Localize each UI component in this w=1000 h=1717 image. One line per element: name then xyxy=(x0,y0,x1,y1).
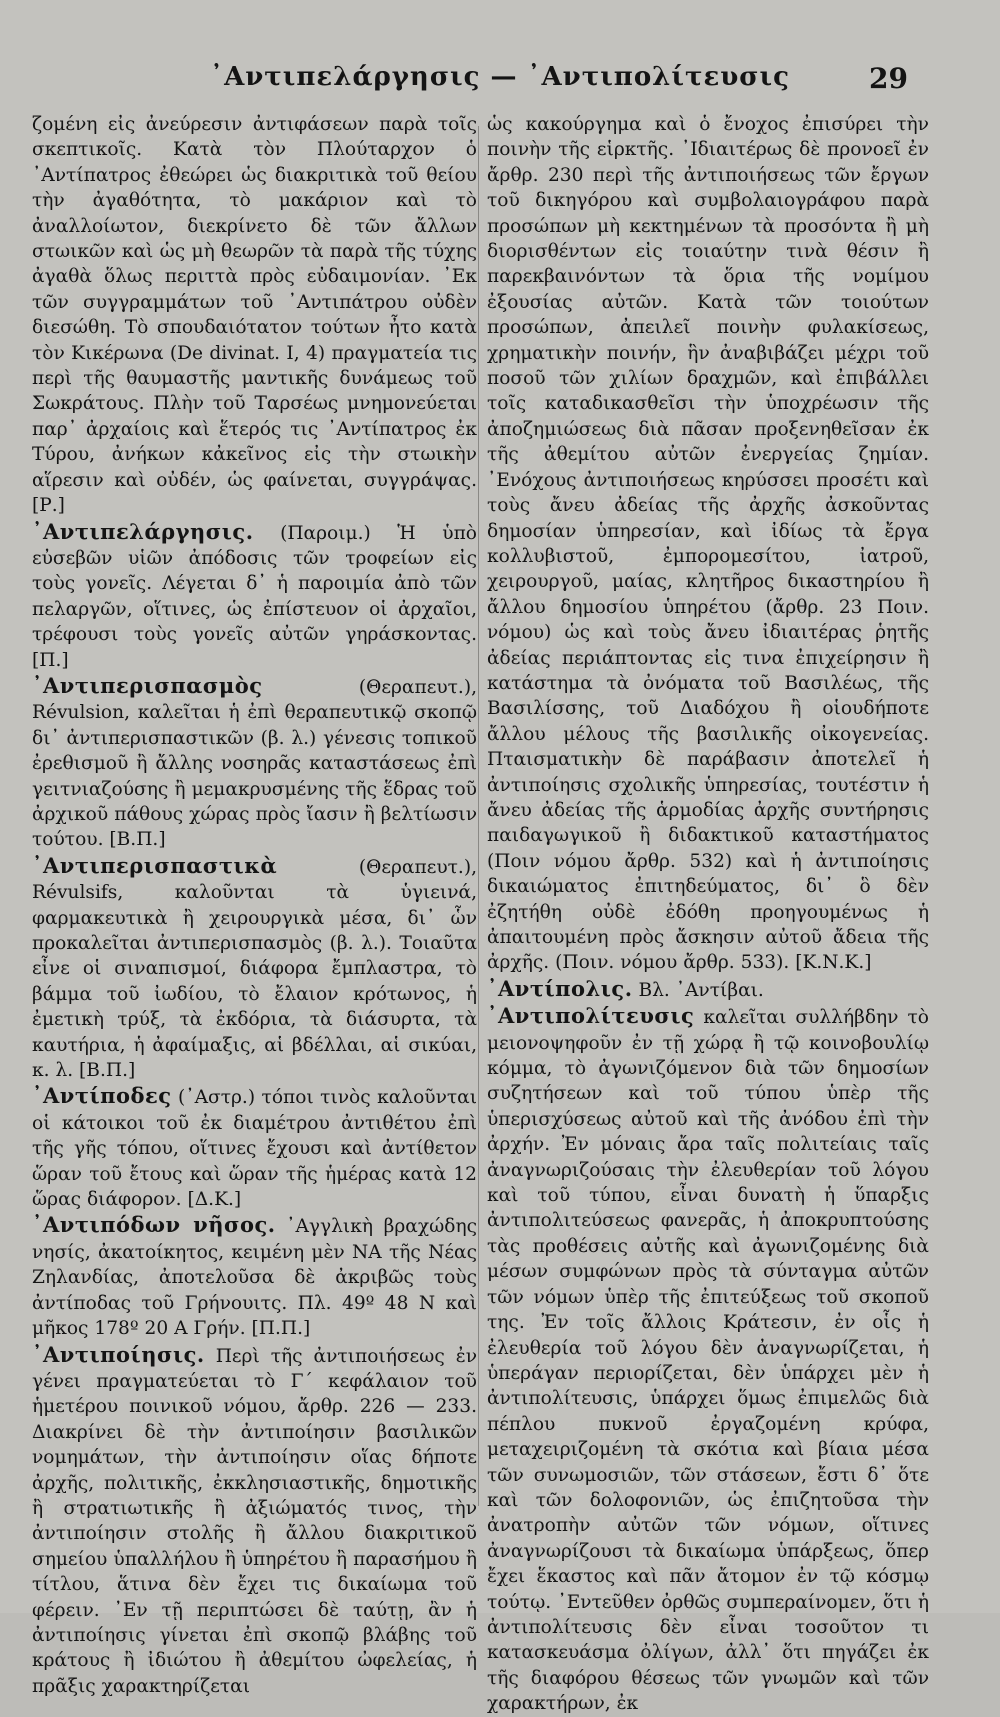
entry-text: (Θεραπευτ.), Révulsifs, καλοῦνται τὰ ὑγιεινά, φαρμακευτικὰ ἢ χειρουργικὰ μέσα, δι᾿ ὧν προκαλεῖται ἀντιπερισπασμὸς (β. λ.). Τοιαῦτα εἶνε οἱ σιναπισμοί, διάφορα ἔμπλαστρα, τὸ βάμμα τοῦ ἰωδίου, τὸ ἔλαιον κρότωνος, ἡ ἐμετικὴ τρύξ, τὰ ἐκδόρια, τὰ διάσυρτα, τὰ καυτήρια, ἡ ἀφαίμαξις, αἱ βδέλλαι, αἱ σικύαι, κ. λ. [Β.Π.] xyxy=(32,856,477,1082)
page-number: 29 xyxy=(869,62,908,95)
column-divider xyxy=(478,126,479,1506)
entry-text: καλεῖται συλλήβδην τὸ μειονοψηφοῦν ἐν τῇ χώρᾳ ἢ τῷ κοινοβουλίῳ κόμμα, τὸ ἀγωνιζόμενον διὰ τῶν δημοσίων συζητήσεων καὶ τοῦ τύπου ὑπὲρ τῆς ὑπερισχύσεως αὐτοῦ καὶ τῆς ἀνόδου ἐπὶ τὴν ἀρχήν. Ἐν μόναις ἄρα ταῖς πολιτείαις ταῖς ἀναγνωριζούσαις τὴν ἐλευθερίαν τοῦ λόγου καὶ τοῦ τύπου, εἶναι δυνατὴ ἡ ὕπαρξις ἀντιπολιτεύσεως φανερᾶς, ἡ ἀποκρυπτούσης τὰς προθέσεις αὐτῆς καὶ ἀγωνιζομένης διὰ μέσων συμφώνων πρὸς τὰ σύνταγμα αὐτῶν τῶν νόμων ὑπὲρ τῆς ἐπιτεύξεως τοῦ σκοποῦ της. Ἐν τοῖς ἄλλοις Κράτεσιν, ἐν οἷς ἡ ἐλευθερία τοῦ λόγου δὲν ἀναγνωρίζεται, ἡ ὑπεράγαν περιορίζεται, δὲν ὑπάρχει μὲν ἡ ἀντιπολίτευσις, ὑπάρχει ὅμως ἐπιμελῶς διὰ πέπλου πυκνοῦ ἐργαζομένη κρύφα, μεταχειριζομένη τὰ σκότια καὶ βίαια μέσα τῶν συνωμοσιῶν, τῶν στάσεων, ἔστι δ᾿ ὅτε καὶ τῶν δολοφονιῶν, ὡς ἐπιζητοῦσα τὴν ἀνατροπὴν αὐτῶν τῶν νόμων, οἵτινες ἀναγνωρίζουσι τὰ δικαίωμα ὑπάρξεως, ὅπερ ἔχει ἕκαστος καὶ πᾶν ἄτομον ἐν τῷ κόσμῳ τούτῳ. ᾿Εντεῦθεν ὀρθῶς συμπεραίνομεν, ὅτι ἡ ἀντιπολίτευσις δὲν εἶναι τοσοῦτον τι κατασκευάσμα ὀλίγων, ἀλλ᾿ ὅτι πηγάζει ἐκ τῆς διαφόρου θέσεως τῶν γνωμῶν καὶ τῶν χαρακτήρων, ἐκ xyxy=(487,1007,929,1715)
entry-text: Βλ. ᾿Αντίβαι. xyxy=(632,979,764,1001)
headword: ᾿Αντιπόδων νῆσος. xyxy=(32,1212,276,1238)
headword: ᾿Αντίποδες xyxy=(32,1083,172,1109)
entry-antipoliteusis xyxy=(487,1003,929,1716)
left-column xyxy=(32,112,477,1699)
headword: ᾿Αντιπελάργησις. xyxy=(32,518,254,544)
entry-antiperispasmos xyxy=(32,673,477,853)
entry-text: (Παροιμ.) Ἡ ὑπὸ εὐσεβῶν υἱῶν ἀπόδοσις τῶν τροφείων εἰς τοὺς γονεῖς. Λέγεται δ᾿ ἡ παροιμία ἀπὸ τῶν πελαργῶν, οἵτινες, ὡς ἐπίστευον οἱ ἀρχαῖοι, τρέφουσι τοὺς γονεῖς αὐτῶν γηράσκοντας. [Π.] xyxy=(32,522,477,671)
entry-continuation xyxy=(487,112,929,976)
entry-antipolis xyxy=(487,976,929,1003)
entry-antipodon-nisos xyxy=(32,1212,477,1341)
entry-text: Περὶ τῆς ἀντιποιήσεως ἐν γένει πραγματεύεται τὸ Γ´ κεφάλαιον τοῦ ἡμετέρου ποινικοῦ νόμου, ἄρθρ. 226 — 233. Διακρίνει δὲ τὴν ἀντιποίησιν βασιλικῶν νομημάτων, τὴν ἀντιποίησιν οἵας δήποτε ἀρχῆς, πολιτικῆς, ἐκκλησιαστικῆς, δημοτικῆς ἢ στρατιωτικῆς ἢ ἀξιώματός τινος, τὴν ἀντιποίησιν στολῆς ἢ ἄλλου διακριτικοῦ σημείου ὑπαλλήλου ἢ ὑπηρέτου ἢ παρασήμου ἢ τίτλου, ἅτινα δὲν ἔχει τις δικαίωμα τοῦ φέρειν. ᾿Εν τῇ περιπτώσει δὲ ταύτῃ, ἂν ἡ ἀντιποίησις γίνεται ἐπὶ σκοπῷ βλάβης τοῦ κράτους ἢ ἰδιώτου ἢ ἀθεμίτου ὠφελείας, ἡ πρᾶξις χαρακτηρίζεται xyxy=(32,1345,477,1697)
headword: ᾿Αντίπολις. xyxy=(487,975,633,1001)
entry-antipelargisis xyxy=(32,519,477,673)
running-head: ᾿Αντιπελάργησις — ᾿Αντιπολίτευσις xyxy=(210,62,790,92)
entry-continuation xyxy=(32,112,477,519)
headword: ᾿Αντιποίησις. xyxy=(32,1341,205,1367)
entry-text: ᾿Αγγλικὴ βραχώδης νησίς, ἀκατοίκητος, κειμένη μὲν ΝΑ τῆς Νέας Ζηλανδίας, ἀποτελοῦσα δὲ ἀκριβῶς τοὺς ἀντίποδας τοῦ Γρήνουιτς. Πλ. 49º 48 Ν καὶ μῆκος 178º 20 Α Γρήν. [Π.Π.] xyxy=(32,1216,477,1340)
entry-antipoiisis xyxy=(32,1342,477,1700)
entry-text: ζομένη εἰς ἀνεύρεσιν ἀντιφάσεων παρὰ τοῖς σκεπτικοῖς. Κατὰ τὸν Πλούταρχον ὁ ᾿Αντίπατρος ἐθεώρει ὡς διακριτικὰ τοῦ θείου τὴν ἀγαθότητα, τὸ μακάριον καὶ τὸ ἀναλλοίωτον, διεκρίνετο δὲ τῶν ἄλλων στωικῶν καὶ ὡς μὴ θεωρῶν τὰ παρὰ τῆς τύχης ἀγαθὰ ὅλως περιττὰ πρὸς εὐδαιμονίαν. ᾿Εκ τῶν συγγραμμάτων τοῦ ᾿Αντιπάτρου οὐδὲν διεσώθη. Τὸ σπουδαιότατον τούτων ἦτο κατὰ τὸν Κικέρωνα (De divinat. I, 4) πραγματεία τις περὶ τῆς θαυμαστῆς μαντικῆς δυνάμεως τοῦ Σωκράτους. Πλὴν τοῦ Ταρσέως μνημονεύεται παρ᾿ ἀρχαίοις καὶ ἕτερός τις ᾿Αντίπατρος ἐκ Τύρου, ἀνήκων κἀκεῖνος εἰς τὴν στωικὴν αἵρεσιν καὶ οὐδέν, ὡς φαίνεται, συγγράψας. [Ρ.] xyxy=(32,114,477,517)
page-header xyxy=(0,62,1000,102)
headword: ᾿Αντιπολίτευσις xyxy=(487,1003,695,1029)
entry-text: (Θεραπευτ.), Révulsion, καλεῖται ἡ ἐπὶ θεραπευτικῷ σκοπῷ δι᾿ ἀντιπερισπαστικῶν (β. λ.) γένεσις τοπικοῦ ἐρεθισμοῦ ἢ ἄλλης νοσηρᾶς καταστάσεως ἐπὶ γειτνιαζούσης ἢ μεμακρυσμένης τῆς ἕδρας τοῦ ἀρχικοῦ πάθους χώρας πρὸς ἴασιν ἢ βελτίωσιν τούτου. [Β.Π.] xyxy=(32,676,477,851)
entry-text: ὡς κακούργημα καὶ ὁ ἔνοχος ἐπισύρει τὴν ποινὴν τῆς εἱρκτῆς. ᾿Ιδιαιτέρως δὲ προνοεῖ ἐν ἄρθρ. 230 περὶ τῆς ἀντιποιήσεως τῶν ἔργων τοῦ δικηγόρου καὶ συμβολαιογράφου παρὰ προσώπων μὴ κεκτημένων τὰ προσόντα ἢ μὴ διορισθέντων εἰς τοιαύτην τινὰ θέσιν ἢ παρεκβαινόντων τὰ ὅρια τῆς νομίμου ἐξουσίας αὐτῶν. Κατὰ τῶν τοιούτων προσώπων, ἀπειλεῖ ποινὴν φυλακίσεως, χρηματικὴν ποινήν, ἣν ἀναβιβάζει μέχρι τοῦ ποσοῦ τῶν χιλίων δραχμῶν, καὶ ἐπιβάλλει τοῖς καταδικασθεῖσι τὴν ὑποχρέωσιν τῆς ἀποζημιώσεως διὰ πᾶσαν προξενηθεῖσαν ἐκ τῆς ἀθεμίτου αὐτῶν ἐνεργείας ζημίαν. ᾿Ενόχους ἀντιποιήσεως κηρύσσει προσέτι καὶ τοὺς ἄνευ ἀδείας τῆς ἀρχῆς ἀσκοῦντας δημοσίαν ὑπηρεσίαν, καὶ ἰδίως τὰ ἔργα κολλυβιστοῦ, ἐμπορομεσίτου, ἰατροῦ, χειρουργοῦ, μαίας, κλητῆρος δικαστηρίου ἢ ἄλλου δημοσίου ὑπηρέτου (ἄρθρ. 23 Ποιν. νόμου) ὡς καὶ τοὺς ἄνευ ἰδιαιτέρας ῥητῆς ἀδείας περιάπτοντας εἰς τινα ἐπιχείρησιν ἢ κατάστημα τὰ ὀνόματα τοῦ Βασιλέως, τῆς Βασιλίσσης, τοῦ Διαδόχου ἢ οἱουδήποτε ἄλλου μέλους τῆς βασιλικῆς οἰκογενείας. Πταισματικὴν δὲ παράβασιν ἀποτελεῖ ἡ ἀντιποίησις σχολικῆς ὑπηρεσίας, τουτέστιν ἡ ἄνευ ἀδείας τῆς ἁρμοδίας ἀρχῆς συντήρησις παιδαγωγικοῦ ἢ διδακτικοῦ καταστήματος (Ποιν νόμου ἄρθρ. 532) καὶ ἡ ἀντιποίησις δικαιώματος ἐπιτηδεύματος, δι᾿ ὃ δὲν ἐζητήθη οὐδὲ ἐδόθη προηγουμένως ἡ ἀπαιτουμένη πρὸς ἄσκησιν αὐτοῦ ἄδεια τῆς ἀρχῆς. (Ποιν. νόμου ἄρθρ. 533). [Κ.Ν.Κ.] xyxy=(487,114,929,974)
entry-antiperispastika xyxy=(32,853,477,1084)
headword: ᾿Αντιπερισπασμὸς xyxy=(32,672,263,698)
entry-antipodes xyxy=(32,1083,477,1212)
entry-text: (᾿Αστρ.) τόποι τινὸς καλοῦνται οἱ κάτοικοι τοῦ ἐκ διαμέτρου ἀντιθέτου ἐπὶ τῆς γῆς τόπου, οἵτινες ἔχουσι καὶ ἀντίθετον ὥραν τοῦ ἔτους καὶ ὥραν τῆς ἡμέρας κατὰ 12 ὥρας διάφορον. [Δ.Κ.] xyxy=(32,1087,477,1211)
right-column xyxy=(487,112,929,1717)
headword: ᾿Αντιπερισπαστικὰ xyxy=(32,852,278,878)
